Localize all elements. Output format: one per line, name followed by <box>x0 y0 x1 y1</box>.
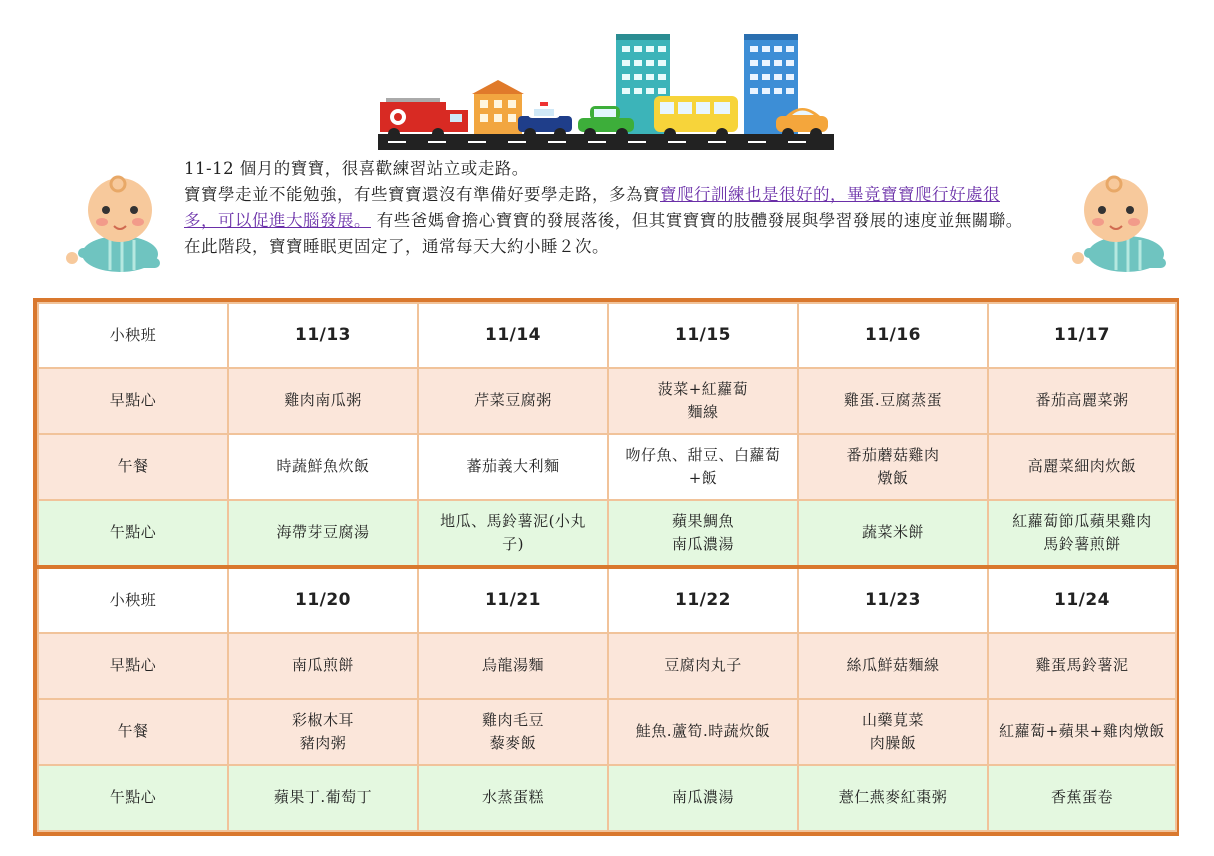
date-cell: 11/16 <box>798 303 988 368</box>
class-label: 小秧班 <box>38 567 228 633</box>
meal-label: 早點心 <box>38 368 228 434</box>
week-2-breakfast-row <box>38 633 1176 699</box>
menu-cell: 芹菜豆腐粥 <box>418 368 608 434</box>
menu-cell: 蘋果鯛魚 南瓜濃湯 <box>608 500 798 567</box>
menu-cell: 雞肉南瓜粥 <box>228 368 418 434</box>
menu-cell: 山藥莧菜 肉臊飯 <box>798 699 988 765</box>
menu-cell: 雞蛋.豆腐蒸蛋 <box>798 368 988 434</box>
menu-cell: 高麗菜細肉炊飯 <box>988 434 1176 500</box>
menu-cell: 彩椒木耳 豬肉粥 <box>228 699 418 765</box>
menu-cell: 紅蘿蔔節瓜蘋果雞肉 馬鈴薯煎餅 <box>988 500 1176 567</box>
menu-cell: 蕃茄義大利麵 <box>418 434 608 500</box>
class-label: 小秧班 <box>38 303 228 368</box>
crawling-training-link[interactable]: 寶爬行訓練也是很好的，畢竟寶寶爬行好處很多，可以促進大腦發展。 <box>184 185 1000 230</box>
intro-text: 寶寶學走並不能勉強，有些寶寶還沒有準備好要學走路，多為寶 <box>184 185 660 204</box>
week-2-lunch-row <box>38 699 1176 765</box>
city-traffic-banner <box>378 30 834 152</box>
menu-cell: 蘋果丁.葡萄丁 <box>228 765 418 831</box>
menu-cell: 紅蘿蔔+蘋果+雞肉燉飯 <box>988 699 1176 765</box>
week-2-snack-row <box>38 765 1176 831</box>
date-cell: 11/17 <box>988 303 1176 368</box>
date-cell: 11/24 <box>988 567 1176 633</box>
menu-cell: 鮭魚.蘆筍.時蔬炊飯 <box>608 699 798 765</box>
menu-cell: 時蔬鮮魚炊飯 <box>228 434 418 500</box>
crawling-baby-icon <box>58 170 168 282</box>
menu-cell: 豆腐肉丸子 <box>608 633 798 699</box>
intro-body <box>184 182 1030 260</box>
week-2-header-row <box>38 567 1176 633</box>
date-cell: 11/23 <box>798 567 988 633</box>
menu-cell: 水蒸蛋糕 <box>418 765 608 831</box>
menu-cell: 南瓜煎餅 <box>228 633 418 699</box>
intro-text-continued: 有些爸媽會擔心寶寶的發展落後，但其實寶寶的肢體發展與學習發展的速度並無關聯。 在此階段，寶寶睡眠更固定了，通常每天大約小睡２次。 <box>184 211 1023 256</box>
menu-cell: 雞肉毛豆 藜麥飯 <box>418 699 608 765</box>
date-cell: 11/21 <box>418 567 608 633</box>
date-cell: 11/22 <box>608 567 798 633</box>
menu-cell: 蔬菜米餅 <box>798 500 988 567</box>
menu-cell: 吻仔魚、甜豆、白蘿蔔 +飯 <box>608 434 798 500</box>
menu-cell: 番茄蘑菇雞肉 燉飯 <box>798 434 988 500</box>
date-cell: 11/14 <box>418 303 608 368</box>
intro-line-1: 11-12 個月的寶寶，很喜歡練習站立或走路。 <box>184 159 529 178</box>
week-1-breakfast-row <box>38 368 1176 434</box>
menu-cell: 香蕉蛋卷 <box>988 765 1176 831</box>
weekly-menu-table <box>33 298 1179 836</box>
crawling-baby-icon <box>1064 170 1174 282</box>
menu-cell: 菠菜+紅蘿蔔 麵線 <box>608 368 798 434</box>
date-cell: 11/13 <box>228 303 418 368</box>
meal-label: 午點心 <box>38 765 228 831</box>
meal-label: 午點心 <box>38 500 228 567</box>
menu-cell: 地瓜、馬鈴薯泥(小丸 子) <box>418 500 608 567</box>
menu-cell: 番茄高麗菜粥 <box>988 368 1176 434</box>
menu-cell: 絲瓜鮮菇麵線 <box>798 633 988 699</box>
meal-label: 早點心 <box>38 633 228 699</box>
menu-cell: 薏仁燕麥紅棗粥 <box>798 765 988 831</box>
week-1-lunch-row <box>38 434 1176 500</box>
intro-paragraph <box>184 156 1030 260</box>
date-cell: 11/15 <box>608 303 798 368</box>
menu-cell: 南瓜濃湯 <box>608 765 798 831</box>
week-1-snack-row <box>38 500 1176 567</box>
menu-cell: 烏龍湯麵 <box>418 633 608 699</box>
week-1-header-row <box>38 303 1176 368</box>
date-cell: 11/20 <box>228 567 418 633</box>
meal-label: 午餐 <box>38 434 228 500</box>
menu-cell: 海帶芽豆腐湯 <box>228 500 418 567</box>
menu-cell: 雞蛋馬鈴薯泥 <box>988 633 1176 699</box>
meal-label: 午餐 <box>38 699 228 765</box>
